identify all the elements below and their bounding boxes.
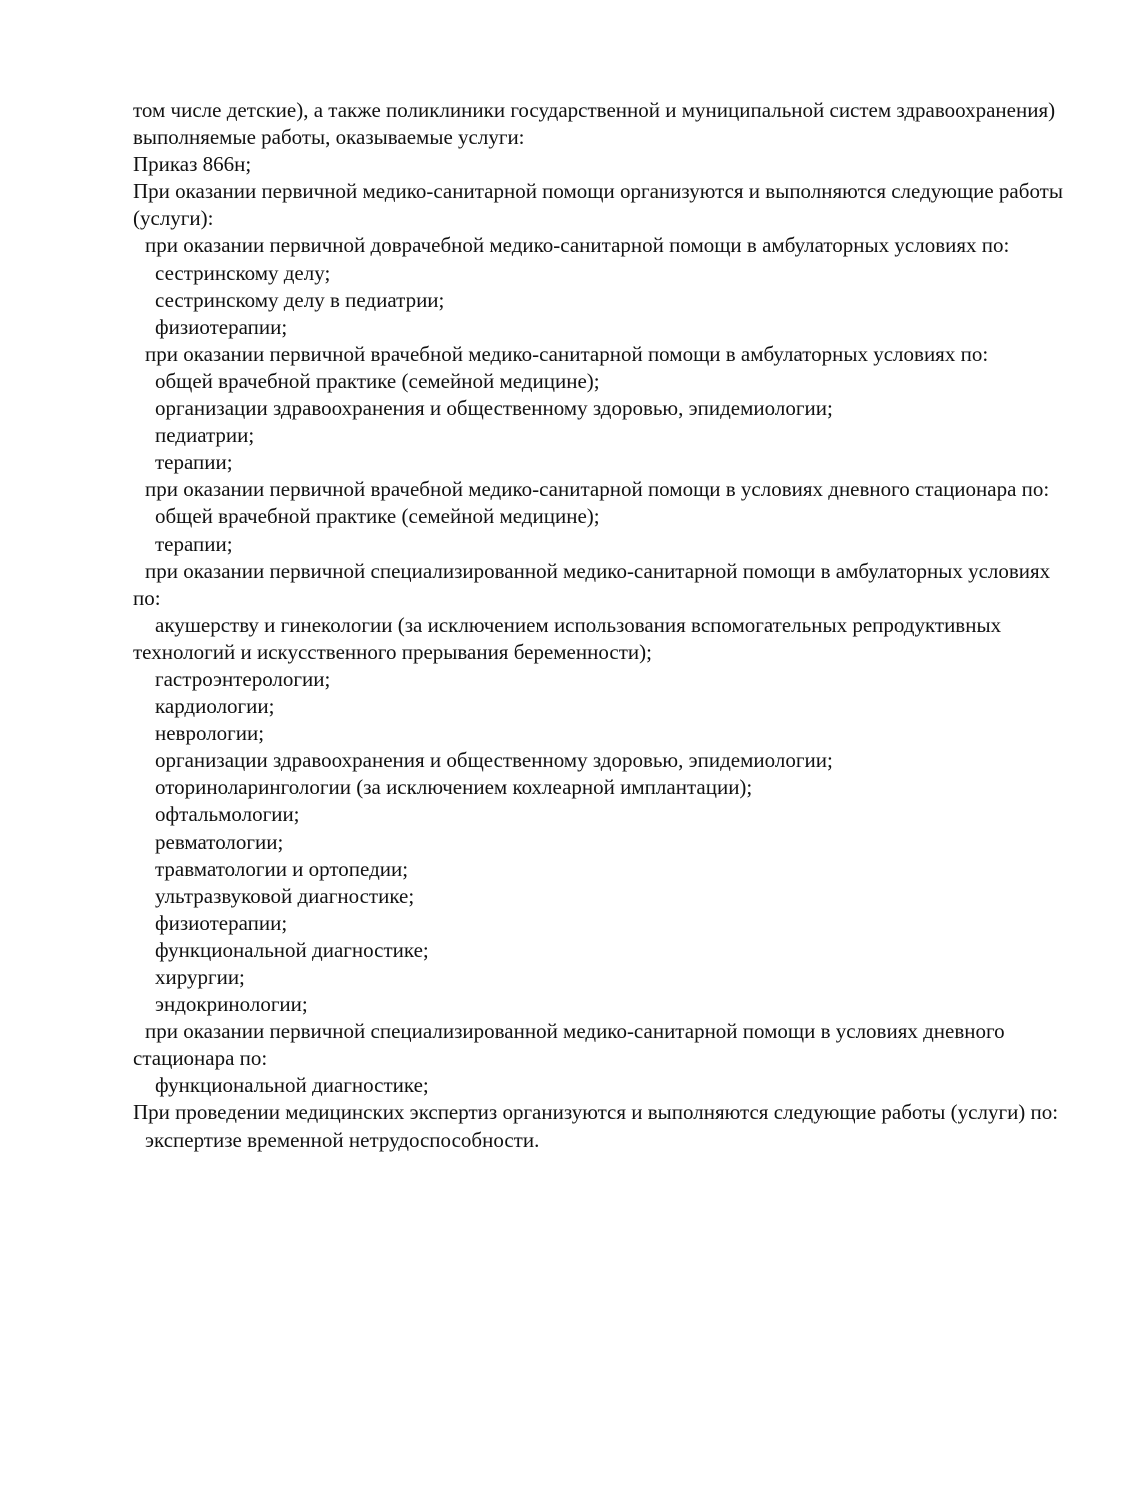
- list-item: организации здравоохранения и общественному здоровью, эпидемиологии;: [155, 396, 833, 421]
- list-item: сестринскому делу;: [155, 260, 331, 285]
- list-item: организации здравоохранения и общественному здоровью, эпидемиологии;: [155, 748, 833, 773]
- list-item: хирургии;: [155, 965, 245, 989]
- list-item: сестринскому делу в педиатрии;: [155, 287, 445, 312]
- section-heading: экспертизе временной нетрудоспособности.: [145, 1127, 540, 1152]
- list-item: неврологии;: [155, 721, 265, 746]
- section-heading: при оказании первичной врачебной медико-санитарной помощи в амбулаторных условиях по:: [145, 341, 989, 366]
- section-heading: при оказании первичной доврачебной медико-санитарной помощи в амбулаторных условиях по:: [145, 233, 1010, 258]
- paragraph: Приказ 866н;: [133, 152, 252, 177]
- list-item: гастроэнтерологии;: [155, 666, 331, 691]
- list-item: общей врачебной практике (семейной медицине);: [155, 368, 600, 393]
- section-heading: при оказании первичной специализированной медико-санитарной помощи в условиях дневного стационара по:: [133, 1019, 1005, 1071]
- list-item: функциональной диагностике;: [155, 937, 429, 962]
- list-item: терапии;: [155, 531, 233, 556]
- list-item: педиатрии;: [155, 423, 255, 448]
- list-item: физиотерапии;: [155, 314, 288, 339]
- list-item: эндокринологии;: [155, 992, 308, 1017]
- paragraph: том числе детские), а также поликлиники государственной и муниципальной систем здравоохранения): [133, 98, 1056, 122]
- list-item: офтальмологии;: [155, 802, 300, 827]
- list-item: ультразвуковой диагностике;: [155, 883, 415, 908]
- paragraph: выполняемые работы, оказываемые услуги:: [133, 125, 525, 150]
- section-heading: при оказании первичной специализированной медико-санитарной помощи в амбулаторных условиях по:: [133, 558, 1051, 610]
- list-item: общей врачебной практике (семейной медицине);: [155, 504, 600, 529]
- list-item: оториноларингологии (за исключением кохлеарной имплантации);: [155, 775, 753, 800]
- list-item: травматологии и ортопедии;: [155, 856, 409, 881]
- list-item: функциональной диагностике;: [155, 1073, 429, 1098]
- list-item: кардиологии;: [155, 694, 275, 719]
- document-page: [133, 97, 1073, 1154]
- section-heading: при оказании первичной врачебной медико-санитарной помощи в условиях дневного стационара по:: [145, 477, 1050, 502]
- list-item: ревматологии;: [155, 829, 284, 854]
- list-item: акушерству и гинекологии (за исключением использования вспомогательных репродуктивных технологий и искусственного прерывания беременности);: [133, 612, 1002, 664]
- list-item: терапии;: [155, 450, 233, 475]
- paragraph: При проведении медицинских экспертиз организуются и выполняются следующие работы (услуги) по:: [133, 1100, 1059, 1125]
- list-item: физиотерапии;: [155, 910, 288, 935]
- paragraph: При оказании первичной медико-санитарной помощи организуются и выполняются следующие работы (услуги):: [133, 179, 1063, 231]
